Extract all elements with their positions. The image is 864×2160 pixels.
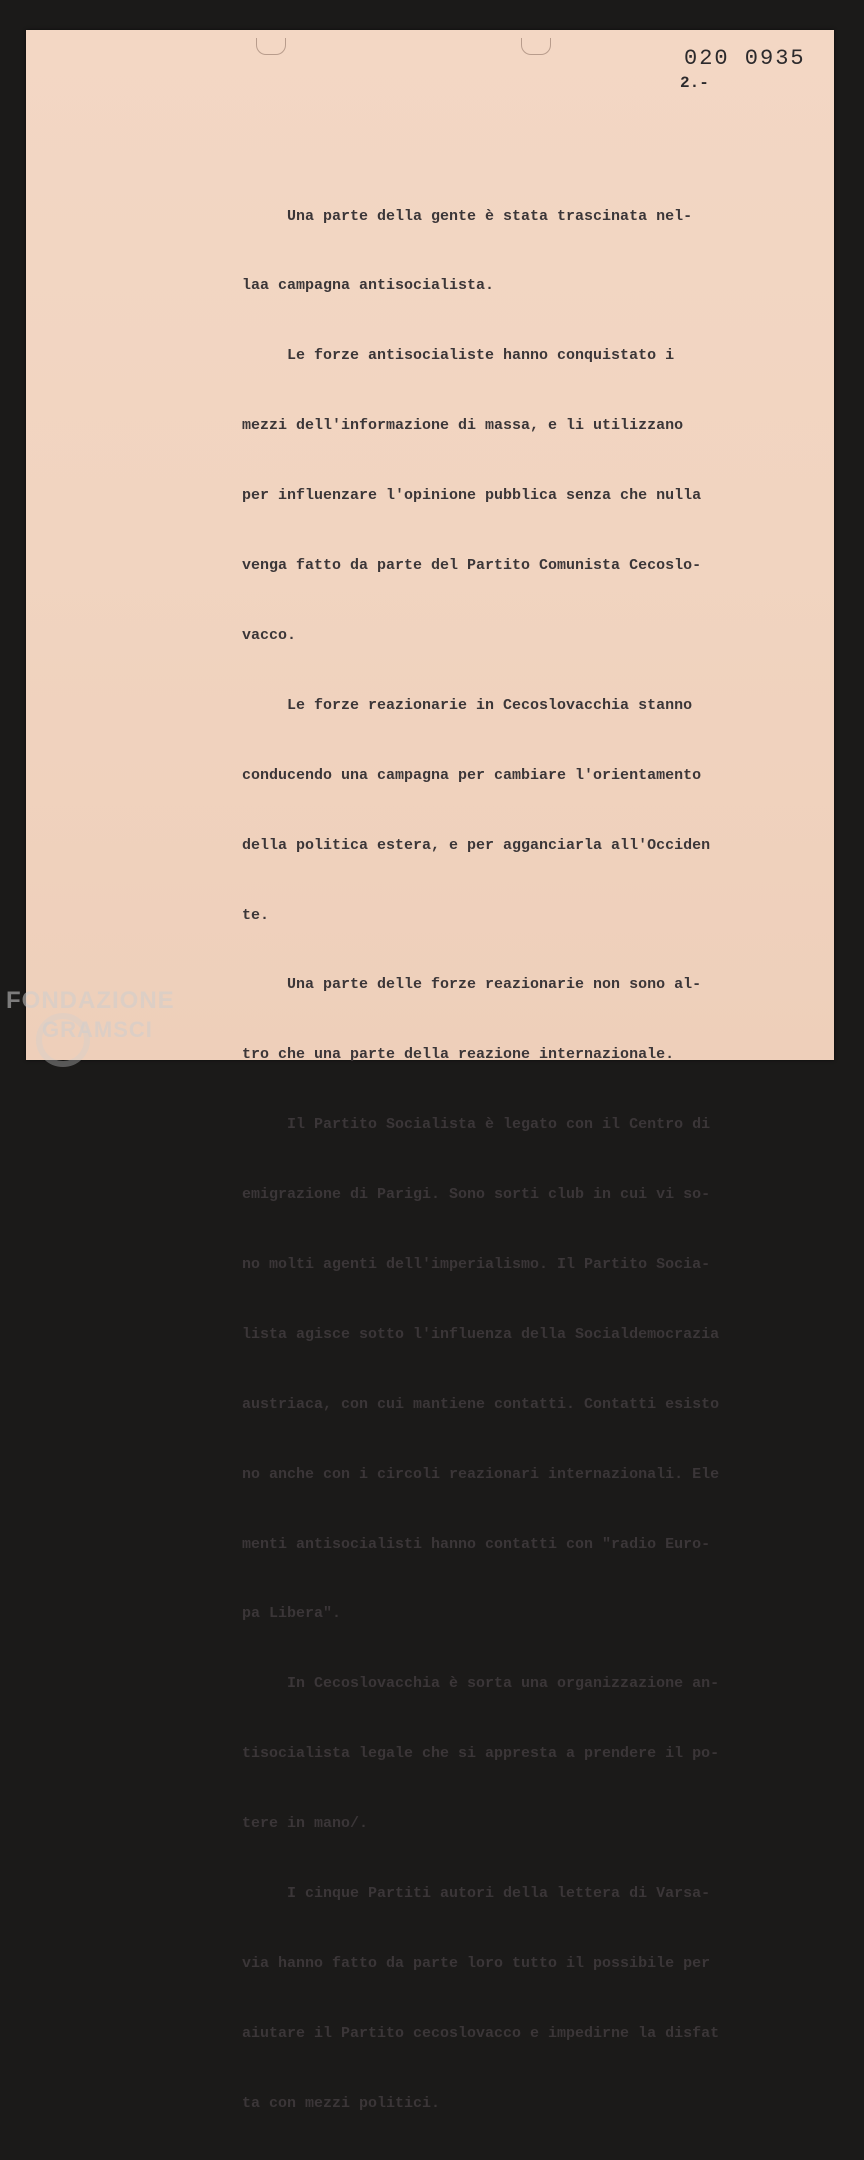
text-line: per influenzare l'opinione pubblica senza che nulla xyxy=(242,487,702,505)
text-line: Le forze reazionarie in Cecoslovacchia stanno xyxy=(242,696,693,714)
text-line: tisocialista legale che si appresta a prendere il po- xyxy=(242,1745,720,1763)
text-line: Le forze antisocialiste hanno conquistato i xyxy=(242,347,675,365)
page-number: 2.- xyxy=(680,74,709,92)
text-line: via hanno fatto da parte loro tutto il possibile per xyxy=(242,1954,711,1972)
fondazione-gramsci-watermark xyxy=(6,987,216,1067)
text-line: tere in mano/. xyxy=(242,1815,369,1833)
text-line: no molti agenti dell'imperialismo. Il Partito Socia- xyxy=(242,1255,711,1273)
text-line: della politica estera, e per agganciarla all'Occiden xyxy=(242,836,711,854)
text-line: no anche con i circoli reazionari internazionali. Ele xyxy=(242,1465,720,1483)
text-line: Una parte delle forze reazionarie non sono al- xyxy=(242,976,702,994)
watermark-line-2: GRAMSCI xyxy=(42,1017,153,1042)
text-line: ta con mezzi politici. xyxy=(242,2094,441,2112)
text-line: mezzi dell'informazione di massa, e li utilizzano xyxy=(242,417,684,435)
text-line: aiutare il Partito cecoslovacco e impedirne la disfat xyxy=(242,2024,720,2042)
punch-hole-mark xyxy=(521,38,551,55)
document-page xyxy=(26,30,834,2112)
punch-hole-mark xyxy=(256,38,286,55)
text-line: lista agisce sotto l'influenza della Socialdemocrazia xyxy=(242,1325,720,1343)
document-body xyxy=(242,158,762,2160)
text-line: emigrazione di Parigi. Sono sorti club in cui vi so- xyxy=(242,1186,711,1204)
text-line: te. xyxy=(242,906,270,924)
watermark-line-1: FONDAZIONE xyxy=(6,987,175,1014)
text-line: In Cecoslovacchia è sorta una organizzazione an- xyxy=(242,1675,720,1693)
text-line: menti antisocialisti hanno contatti con "radio Euro- xyxy=(242,1535,711,1553)
text-line: pa Libera". xyxy=(242,1605,342,1623)
text-line: austriaca, con cui mantiene contatti. Contatti esisto xyxy=(242,1395,720,1413)
text-line: laa campagna antisocialista. xyxy=(242,277,495,295)
text-line: venga fatto da parte del Partito Comunista Cecoslo- xyxy=(242,557,702,575)
text-line: tro che una parte della reazione internazionale. xyxy=(242,1046,675,1064)
text-line: Una parte della gente è stata trascinata nel- xyxy=(242,207,693,225)
text-line: vacco. xyxy=(242,626,297,644)
text-line: Il Partito Socialista è legato con il Centro di xyxy=(242,1116,711,1134)
text-line: I cinque Partiti autori della lettera di Varsa- xyxy=(242,1884,711,1902)
archive-reference-number: 020 0935 xyxy=(684,46,806,71)
text-line: conducendo una campagna per cambiare l'orientamento xyxy=(242,766,702,784)
